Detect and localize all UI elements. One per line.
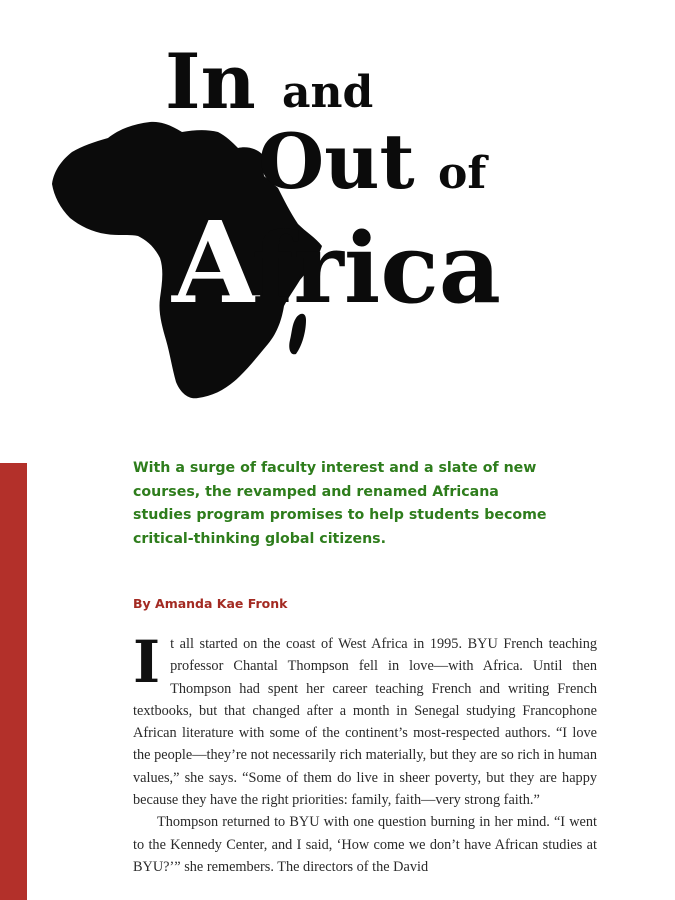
title-of: of <box>438 148 487 199</box>
deck-subtitle: With a surge of faculty interest and a slate of new courses, the revamped and renamed Africana studies program promises to help students become critical-thinking global citizens. <box>133 460 547 547</box>
byline: By Amanda Kae Fronk <box>133 596 288 611</box>
paragraph-2: Thompson returned to BYU with one question burning in her mind. “I went to the Kennedy Center, and I said, ‘How come we don’t have African studies at BYU?’” she remembers. The directors of the David <box>133 814 597 875</box>
red-margin-bar <box>0 463 27 900</box>
paragraph-1 <box>133 628 597 811</box>
title-frica: frica <box>252 212 501 325</box>
paragraph-1-text: t all started on the coast of West Africa in 1995. BYU French teaching professor Chantal Thompson fell in love—with Africa. Until then Thompson had spent her career teaching French and writing French textbooks, but that changed after a month in Senegal studying Francophone African literature with some of the continent’s most-respected authors. “I love the people—they’re not necessarily rich materially, but they are so rich in human values,” she says. “Some of them do live in sheer poverty, but they are happy because they have the right priorities: family, faith—very strong faith.” <box>133 636 597 809</box>
title-and: and <box>282 67 374 118</box>
article-body <box>133 628 597 878</box>
title-letter-a: A <box>172 198 259 329</box>
title-art <box>0 0 675 420</box>
title-in: In <box>165 37 256 126</box>
title-out: Out <box>258 117 415 206</box>
drop-cap: I <box>133 628 161 696</box>
